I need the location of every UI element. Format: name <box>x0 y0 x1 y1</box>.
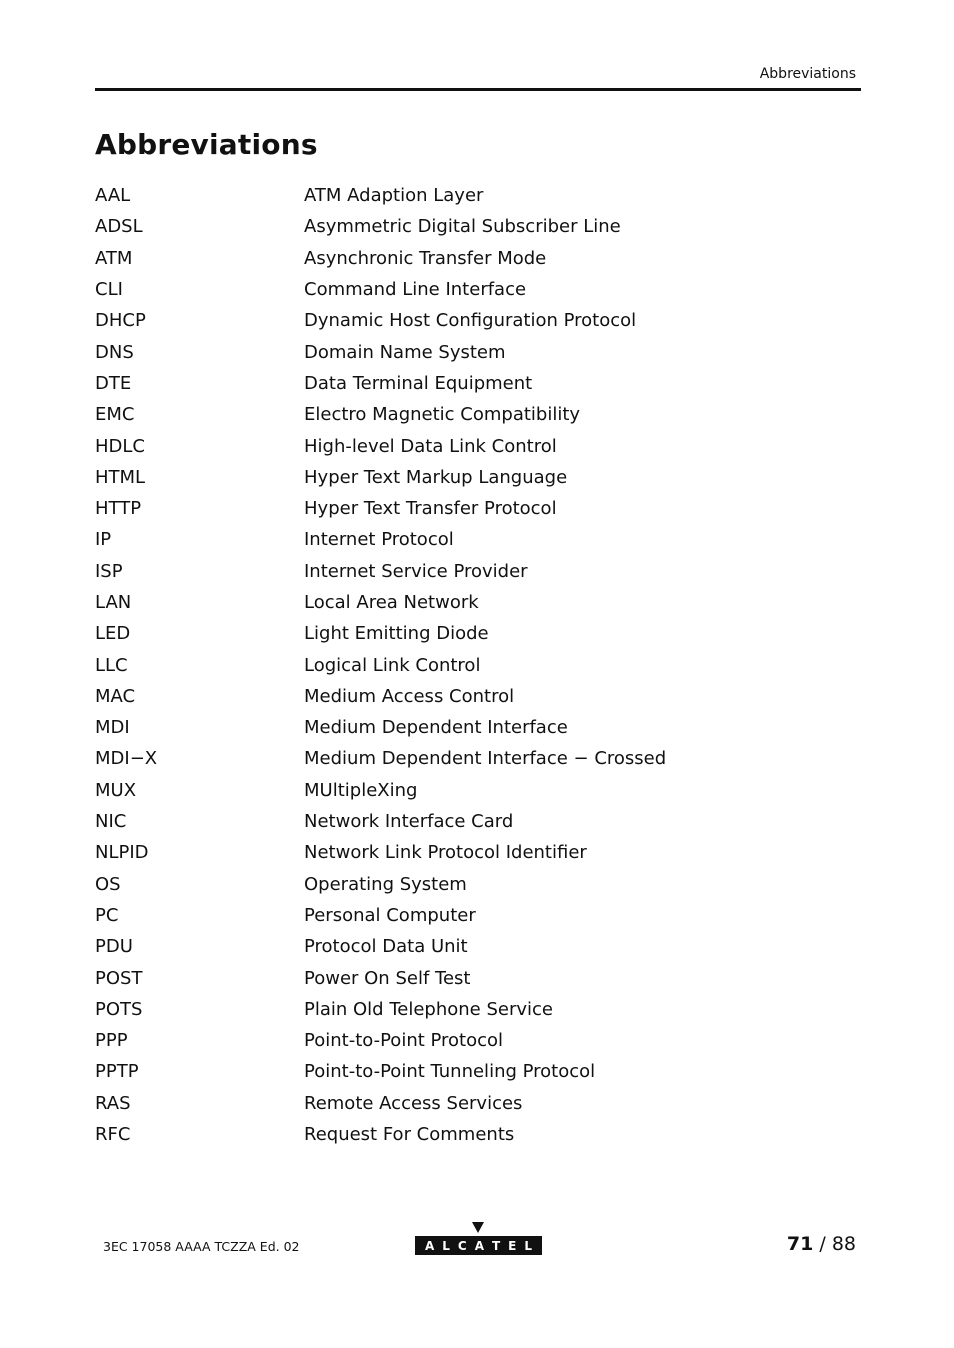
abbreviation-definition: Internet Service Provider <box>304 560 528 582</box>
abbreviation-definition: Power On Self Test <box>304 967 471 989</box>
abbreviation-term: HTML <box>95 466 146 488</box>
abbreviation-row <box>95 681 861 712</box>
abbreviation-definition: Network Link Protocol Identifier <box>304 842 587 864</box>
page-number <box>787 1233 856 1255</box>
logo-letter: A <box>474 1238 484 1253</box>
abbreviation-term: MDI−X <box>95 748 158 770</box>
abbreviation-row <box>95 743 861 774</box>
abbreviation-term: DHCP <box>95 310 146 332</box>
abbreviation-definition: Logical Link Control <box>304 654 481 676</box>
abbreviation-row <box>95 837 861 868</box>
abbreviation-row <box>95 524 861 555</box>
logo-letter: L <box>524 1238 532 1253</box>
abbreviation-term: ADSL <box>95 216 143 238</box>
abbreviation-term: MAC <box>95 685 136 707</box>
abbreviation-term: POTS <box>95 998 143 1020</box>
abbreviation-row <box>95 305 861 336</box>
abbreviation-term: RFC <box>95 1124 131 1146</box>
abbreviation-term: LLC <box>95 654 128 676</box>
abbreviation-term: LED <box>95 623 131 645</box>
abbreviation-row <box>95 1025 861 1056</box>
page-title: Abbreviations <box>95 128 318 161</box>
abbreviation-definition: Protocol Data Unit <box>304 936 468 958</box>
abbreviation-term: ISP <box>95 560 123 582</box>
running-header: Abbreviations <box>759 66 856 82</box>
abbreviation-definition: MUltipleXing <box>304 779 418 801</box>
abbreviation-row <box>95 211 861 242</box>
abbreviation-row <box>95 931 861 962</box>
abbreviation-definition: ATM Adaption Layer <box>304 185 484 207</box>
abbreviation-definition: Command Line Interface <box>304 279 527 301</box>
abbreviation-definition: Asymmetric Digital Subscriber Line <box>304 216 621 238</box>
abbreviation-term: DNS <box>95 341 134 363</box>
abbreviation-term: DTE <box>95 372 132 394</box>
abbreviation-definition: Point-to-Point Tunneling Protocol <box>304 1061 596 1083</box>
abbreviation-row <box>95 493 861 524</box>
abbreviation-definition: Electro Magnetic Compatibility <box>304 404 581 426</box>
abbreviation-definition: Medium Dependent Interface − Crossed <box>304 748 667 770</box>
abbreviation-definition: Light Emitting Diode <box>304 623 489 645</box>
abbreviation-row <box>95 1056 861 1087</box>
abbreviation-term: RAS <box>95 1092 131 1114</box>
logo-letter: E <box>508 1238 517 1253</box>
abbreviation-row <box>95 399 861 430</box>
abbreviation-definition: Hyper Text Markup Language <box>304 466 568 488</box>
abbreviation-definition: Medium Dependent Interface <box>304 717 568 739</box>
abbreviation-definition: Hyper Text Transfer Protocol <box>304 498 557 520</box>
logo-wordmark <box>415 1236 542 1255</box>
abbreviation-term: MUX <box>95 779 137 801</box>
logo-letter: T <box>491 1238 501 1253</box>
abbreviation-row <box>95 430 861 461</box>
abbreviation-row <box>95 649 861 680</box>
abbreviation-definition: Personal Computer <box>304 904 476 926</box>
logo-triangle-icon <box>472 1222 484 1233</box>
abbreviation-row <box>95 274 861 305</box>
document-reference: 3EC 17058 AAAA TCZZA Ed. 02 <box>103 1239 300 1254</box>
abbreviation-term: OS <box>95 873 121 895</box>
abbreviation-term: HDLC <box>95 435 145 457</box>
abbreviation-term: NLPID <box>95 842 149 864</box>
abbreviation-row <box>95 900 861 931</box>
abbreviation-row <box>95 180 861 211</box>
abbreviation-row <box>95 556 861 587</box>
abbreviation-row <box>95 368 861 399</box>
abbreviation-term: PPTP <box>95 1061 139 1083</box>
abbreviation-term: PDU <box>95 936 133 958</box>
abbreviation-term: MDI <box>95 717 130 739</box>
abbreviation-definition: Local Area Network <box>304 592 479 613</box>
abbreviation-list <box>95 180 861 1150</box>
page-separator: / <box>813 1233 832 1255</box>
abbreviation-term: AAL <box>95 185 131 207</box>
abbreviation-row <box>95 712 861 743</box>
abbreviation-term: POST <box>95 967 143 989</box>
abbreviation-term: PPP <box>95 1030 128 1052</box>
abbreviation-definition: High-level Data Link Control <box>304 435 557 457</box>
abbreviation-term: ATM <box>95 247 133 269</box>
abbreviation-definition: Operating System <box>304 873 467 895</box>
abbreviation-definition: Dynamic Host Configuration Protocol <box>304 310 637 332</box>
abbreviation-row <box>95 1119 861 1150</box>
abbreviation-definition: Point-to-Point Protocol <box>304 1030 504 1052</box>
abbreviation-definition: Network Interface Card <box>304 811 514 833</box>
abbreviation-row <box>95 1088 861 1119</box>
abbreviation-row <box>95 462 861 493</box>
logo-letter: C <box>457 1238 467 1253</box>
abbreviation-row <box>95 618 861 649</box>
abbreviation-definition: Request For Comments <box>304 1124 515 1146</box>
abbreviation-term: LAN <box>95 592 132 613</box>
abbreviation-term: HTTP <box>95 498 142 520</box>
abbreviation-definition: Data Terminal Equipment <box>304 372 533 394</box>
abbreviation-row <box>95 869 861 900</box>
abbreviation-row <box>95 243 861 274</box>
header-rule <box>95 88 861 91</box>
abbreviation-row <box>95 587 861 618</box>
abbreviation-row <box>95 806 861 837</box>
page-current: 71 <box>786 1233 814 1255</box>
abbreviation-definition: Domain Name System <box>304 341 506 363</box>
abbreviation-row <box>95 994 861 1025</box>
abbreviation-row <box>95 962 861 993</box>
abbreviation-definition: Plain Old Telephone Service <box>304 998 553 1020</box>
abbreviation-term: CLI <box>95 279 123 301</box>
abbreviation-definition: Medium Access Control <box>304 685 515 707</box>
abbreviation-term: PC <box>95 904 119 926</box>
abbreviation-definition: Internet Protocol <box>304 529 454 551</box>
page-total: 88 <box>831 1233 856 1255</box>
abbreviation-term: IP <box>95 529 112 551</box>
abbreviation-row <box>95 336 861 367</box>
logo-letter: L <box>442 1238 450 1253</box>
abbreviation-term: NIC <box>95 811 127 833</box>
alcatel-logo <box>415 1222 542 1255</box>
abbreviation-row <box>95 775 861 806</box>
logo-letter: A <box>424 1238 435 1253</box>
abbreviation-definition: Remote Access Services <box>304 1092 523 1114</box>
abbreviation-term: EMC <box>95 404 135 426</box>
abbreviation-definition: Asynchronic Transfer Mode <box>304 247 547 269</box>
